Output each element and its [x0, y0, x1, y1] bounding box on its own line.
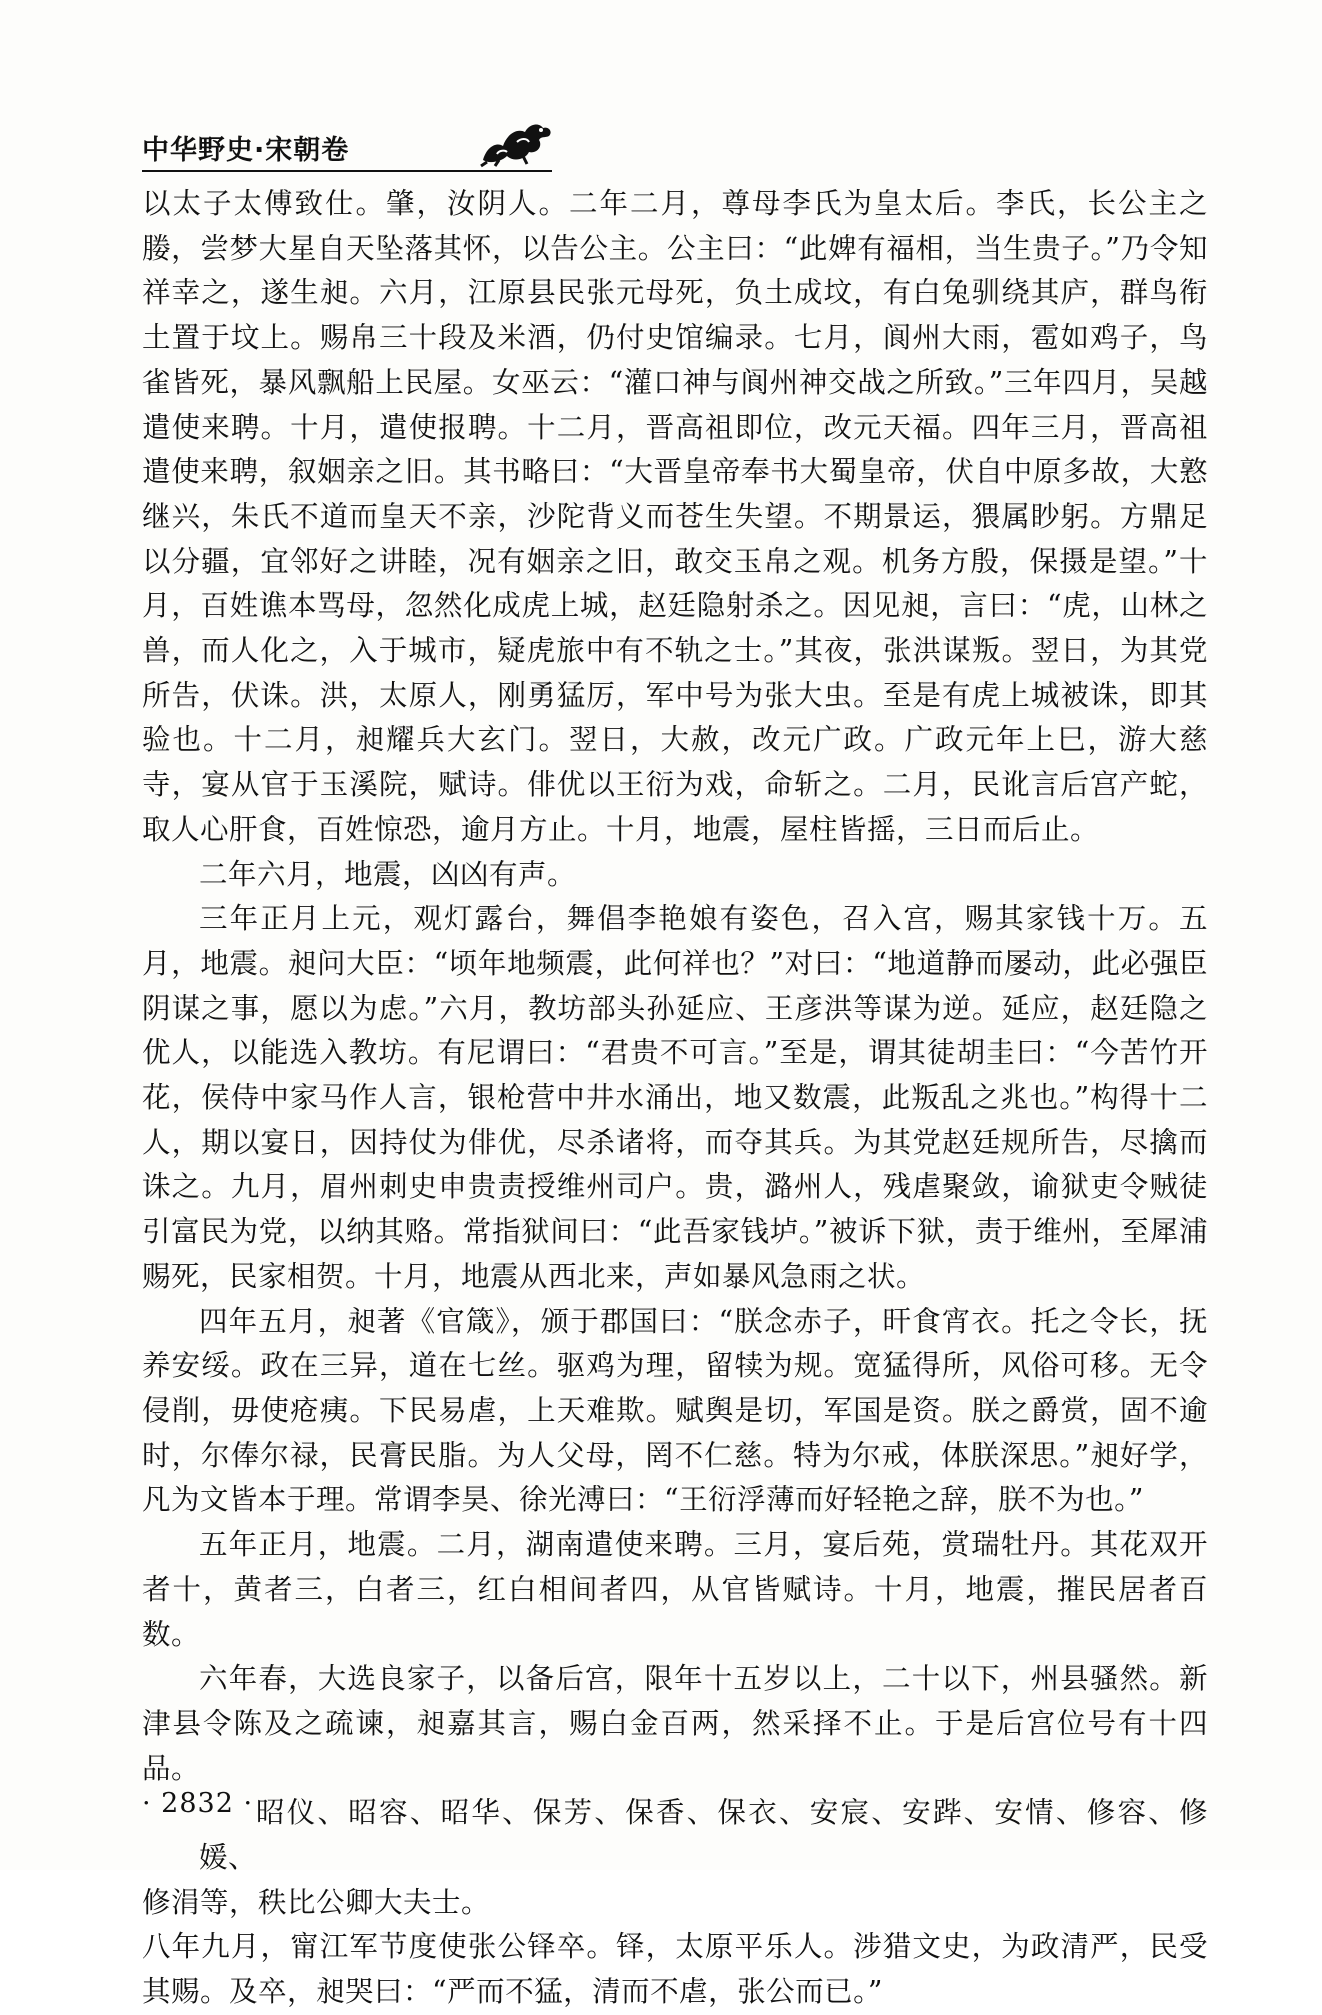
paragraph: 三年正月上元，观灯露台，舞倡李艳娘有姿色，召入宫，赐其家钱十万。五月，地震。昶问大臣：“顷年地频震，此何祥也？”对曰：“地道静而屡动，此必强臣阴谋之事，愿以为虑。”六月，教坊部头孙延应、王彦洪等谋为逆。延应，赵廷隐之优人，以能选入教坊。有尼谓曰：“君贵不可言。”至是，谓其徒胡圭曰：“今苦竹开花，侯侍中家马作人言，银枪营中井水涌出，地又数震，此叛乱之兆也。”构得十二人，期以宴日，因持仗为俳优，尽杀诸将，而夺其兵。为其党赵廷规所告，尽擒而诛之。九月，眉州刺史申贵责授维州司户。贵，潞州人，残虐聚敛，谕狱吏令贼徒引富民为党，以纳其赂。常指狱间曰：“此吾家钱垆。”被诉下狱，责于维州，至犀浦赐死，民家相贺。十月，地震从西北来，声如暴风急雨之状。 [142, 902, 1208, 1293]
paragraph: 以太子太傅致仕。肇，汝阴人。二年二月，尊母李氏为皇太后。李氏，长公主之媵，尝梦大星自天坠落其怀，以告公主。公主曰：“此婢有福相，当生贵子。”乃令知祥幸之，遂生昶。六月，江原县民张元母死，负土成坟，有白兔驯绕其庐，群鸟衔土置于坟上。赐帛三十段及米酒，仍付史馆编录。七月，阆州大雨，雹如鸡子，鸟雀皆死，暴风飘船上民屋。女巫云：“灌口神与阆州神交战之所致。”三年四月，吴越遣使来聘。十月，遣使报聘。十二月，晋高祖即位，改元天福。四年三月，晋高祖遣使来聘，叙姻亲之旧。其书略曰：“大晋皇帝奉书大蜀皇帝，伏自中原多故，大憝继兴，朱氏不道而皇天不亲，沙陀背义而苍生失望。不期景运，猥属眇躬。方鼎足以分疆，宜邻好之讲睦，况有姻亲之旧，敢交玉帛之观。机务方殷，保摄是望。”十月，百姓谯本骂母，忽然化成虎上城，赵廷隐射杀之。因见昶，言曰：“虎，山林之兽，而人化之，入于城市，疑虎旅中有不轨之士。”其夜，张洪谋叛。翌日，为其党所告，伏诛。洪，太原人，刚勇猛厉，军中号为张大虫。至是有虎上城被诛，即其验也。十二月，昶耀兵大玄门。翌日，大赦，改元广政。广政元年上巳，游大慈寺，宴从官于玉溪院，赋诗。俳优以王衍为戏，命斩之。二月，民讹言后宫产蛇，取人心肝食，百姓惊恐，逾月方止。十月，地震，屋柱皆摇，三日而后止。 [142, 187, 1208, 846]
paragraph: 二年六月，地震，凶凶有声。 [199, 857, 577, 891]
header-rule [142, 170, 552, 172]
paragraph: 五年正月，地震。二月，湖南遣使来聘。三月，宴后苑，赏瑞牡丹。其花双开者十，黄者三，白者三，红白相间者四，从官皆赋诗。十月，地震，摧民居者百数。 [142, 1528, 1208, 1651]
rank-list-continuation: 修涓等，秩比公卿大夫士。 [142, 1885, 491, 1919]
running-head [142, 118, 562, 178]
running-title: 中华野史·宋朝卷 [142, 135, 350, 166]
page-number: · 2832 · [142, 1788, 254, 1819]
paragraph: 八年九月，甯江军节度使张公铎卒。铎，太原平乐人。涉猎文史，为政清严，民受其赐。及卒，昶哭曰：“严而不猛，清而不虐，张公而已。” [142, 1930, 1208, 2009]
rank-list-line: 昭仪、昭容、昭华、保芳、保香、保衣、安宸、安跸、安情、修容、修媛、 [199, 1796, 1208, 1875]
main-text [142, 182, 1208, 2015]
dragon-emblem-icon [477, 116, 555, 168]
paragraph: 六年春，大选良家子，以备后宫，限年十五岁以上，二十以下，州县骚然。新津县令陈及之疏谏，昶嘉其言，赐白金百两，然采择不止。于是后宫位号有十四品。 [142, 1662, 1208, 1785]
paragraph: 四年五月，昶著《官箴》，颁于郡国曰：“朕念赤子，旰食宵衣。托之令长，抚养安绥。政在三异，道在七丝。驱鸡为理，留犊为规。宽猛得所，风俗可移。无令侵削，毋使疮痍。下民易虐，上天难欺。赋舆是切，军国是资。朕之爵赏，固不逾时，尔俸尔禄，民膏民脂。为人父母，罔不仁慈。特为尔戒，体朕深思。”昶好学，凡为文皆本于理。常谓李昊、徐光溥曰：“王衍浮薄而好轻艳之辞，朕不为也。” [142, 1304, 1208, 1517]
